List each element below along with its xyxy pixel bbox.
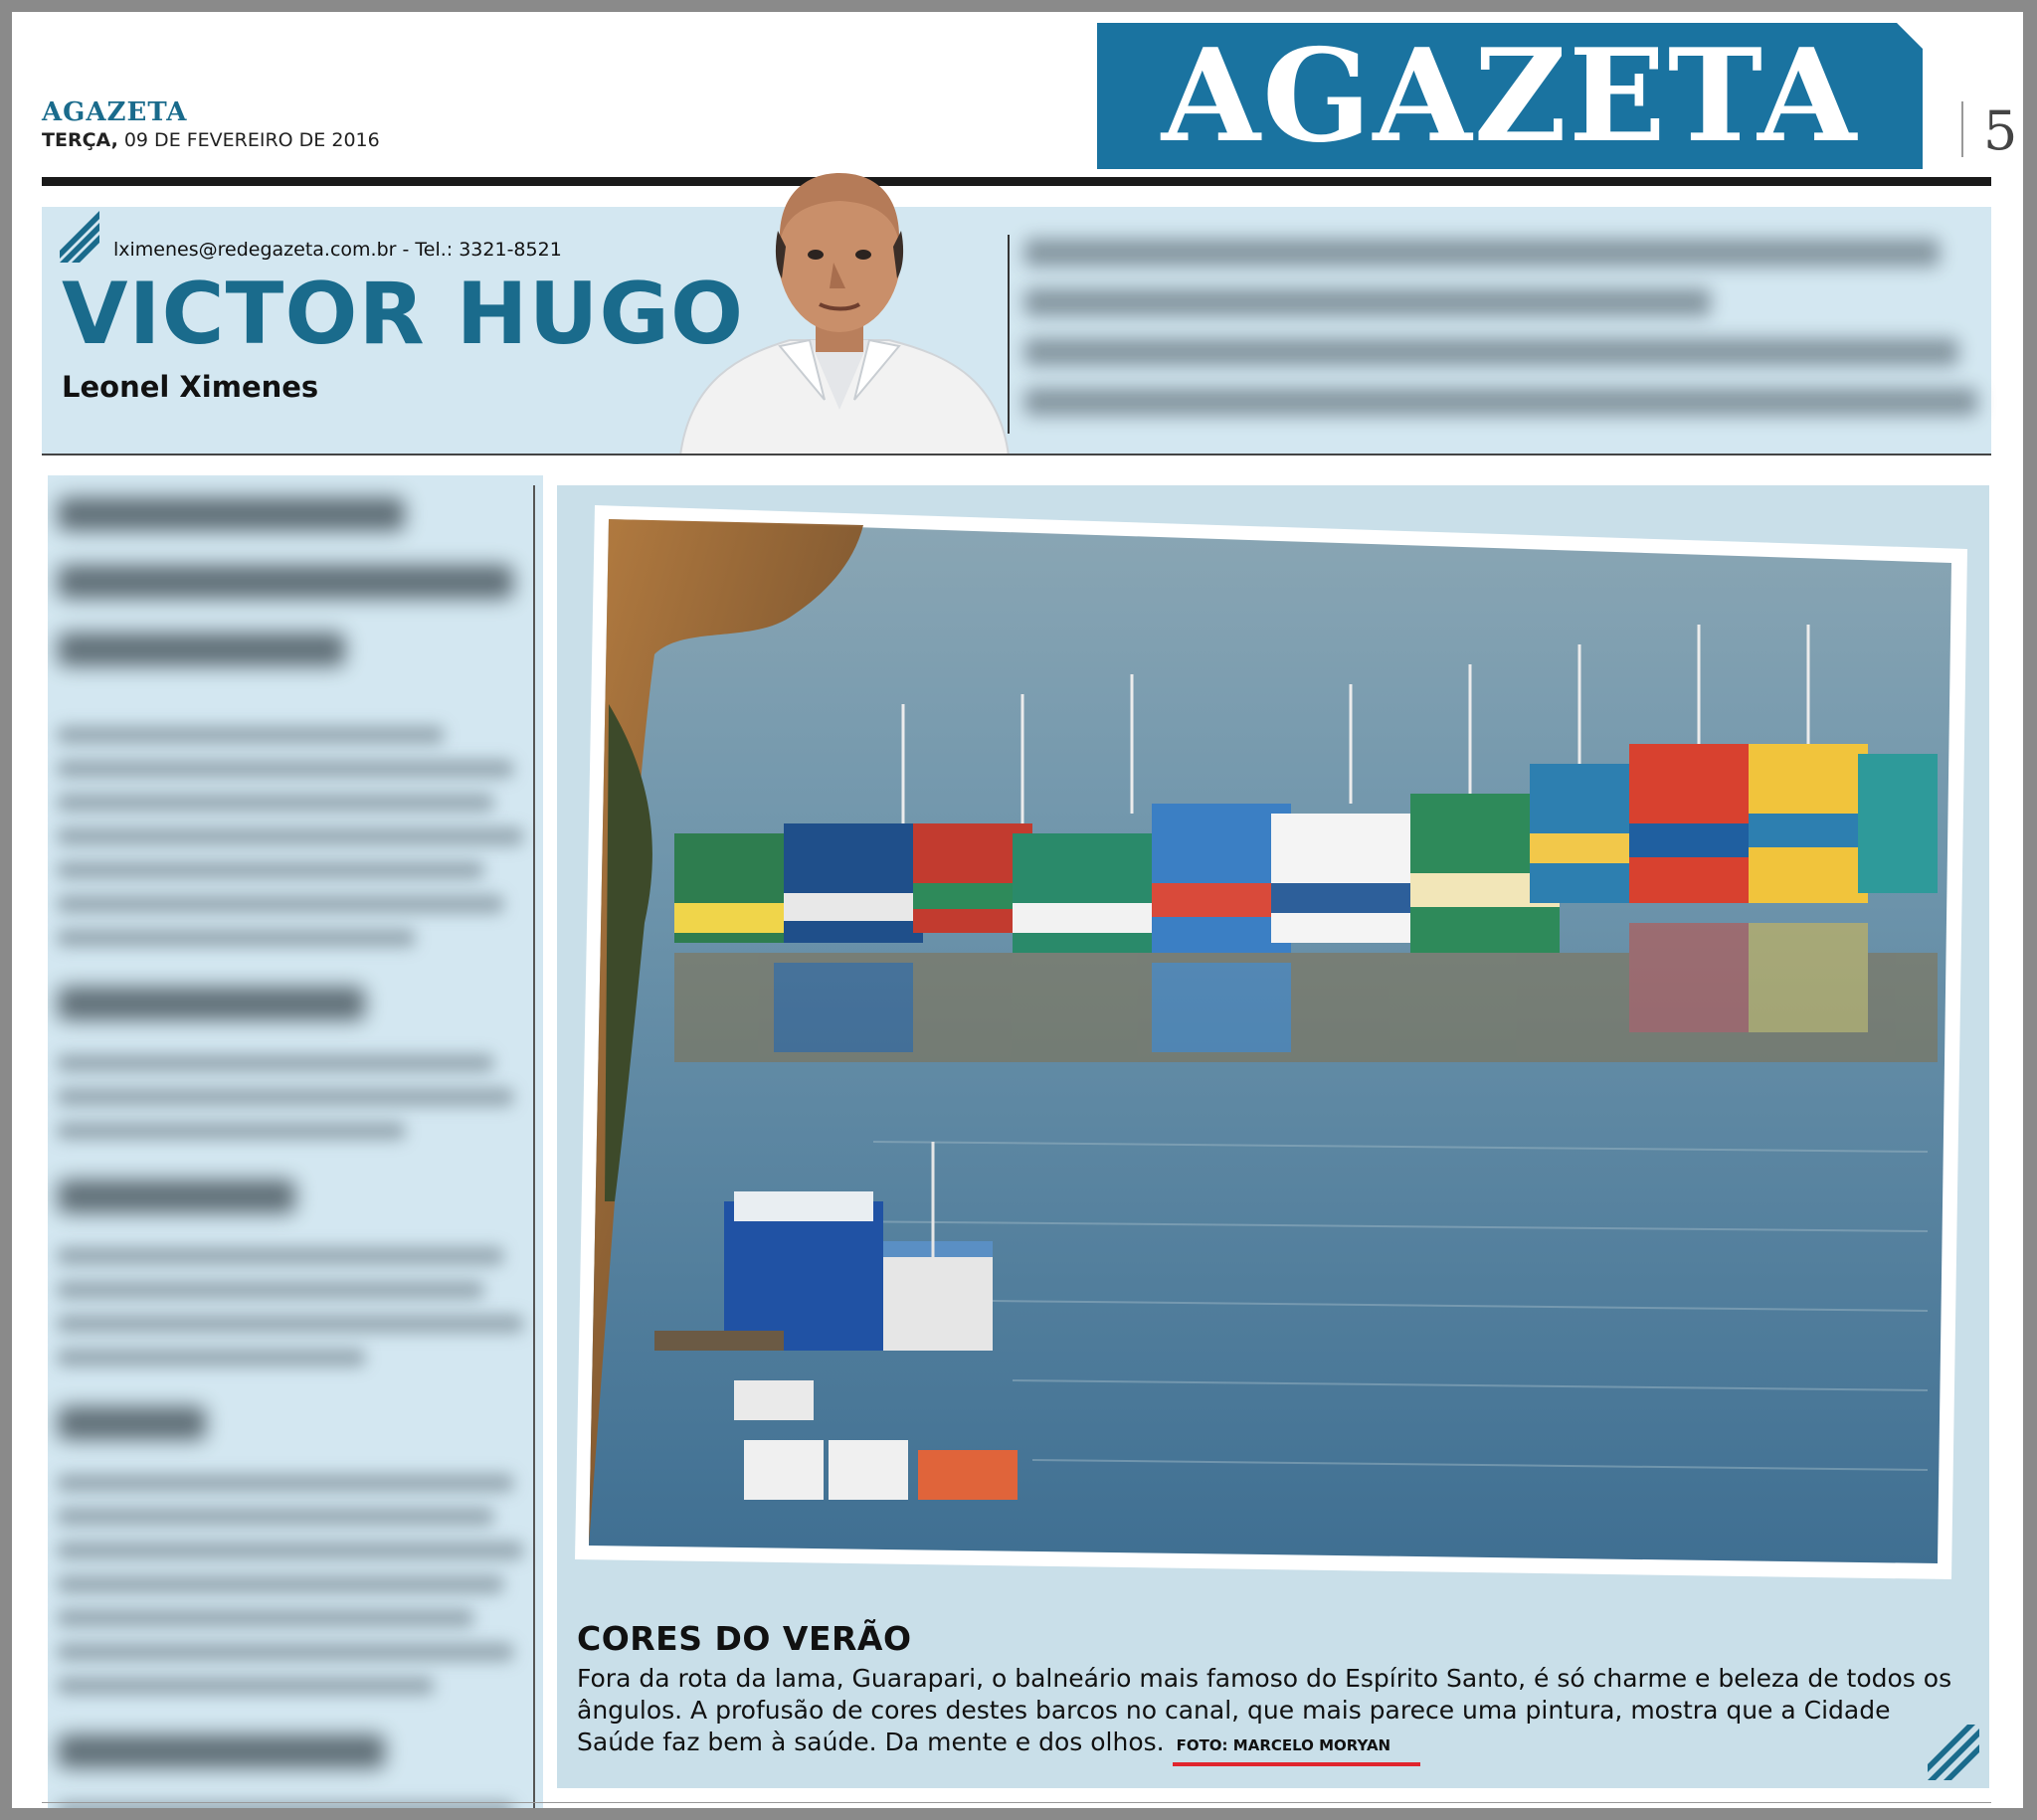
stripes-icon <box>60 207 99 263</box>
logo-corner-fold <box>1897 23 1923 49</box>
masthead-small: AGAZETA <box>42 97 188 127</box>
blurred-left-column <box>48 475 543 1808</box>
photo-credit-text: FOTO: MARCELO MORYAN <box>1176 1736 1391 1754</box>
column-title: VICTOR HUGO <box>62 265 745 364</box>
feature-caption <box>577 1663 1969 1761</box>
page-number-divider <box>1961 101 1963 157</box>
column-rule <box>533 485 535 1808</box>
date-text: 09 DE FEVEREIRO DE 2016 <box>123 129 380 151</box>
blurred-text-block <box>1024 239 1977 448</box>
logo-text: AGAZETA <box>1161 21 1859 171</box>
photo-credit <box>1173 1736 1391 1754</box>
caption-text: Fora da rota da lama, Guarapari, o balneário mais famoso do Espírito Santo, é só charme e beleza de todos os ângulos. A profusão de cores destes barcos no canal, que mais parece uma pintura, mostra que a Cidade Saúde faz bem à saúde. Da mente e dos olhos. <box>577 1664 1952 1756</box>
photo-feature <box>557 485 1989 1788</box>
newspaper-logo <box>1097 23 1923 169</box>
stripes-icon <box>1928 1725 1979 1780</box>
date-weekday: TERÇA, <box>42 129 118 151</box>
band-rule <box>42 454 1991 455</box>
page-number: 5 <box>1983 99 2018 162</box>
band-divider <box>1008 235 1010 434</box>
newspaper-page <box>12 12 2023 1808</box>
dateline <box>42 129 380 151</box>
bottom-rule <box>42 1802 1991 1803</box>
columnist-contact: lximenes@redegazeta.com.br - Tel.: 3321-8521 <box>113 239 562 261</box>
column-author: Leonel Ximenes <box>62 370 319 404</box>
columnist-portrait <box>660 151 1018 455</box>
credit-underline <box>1173 1762 1421 1766</box>
harbor-photo <box>575 505 1971 1579</box>
feature-headline: CORES DO VERÃO <box>577 1619 912 1658</box>
